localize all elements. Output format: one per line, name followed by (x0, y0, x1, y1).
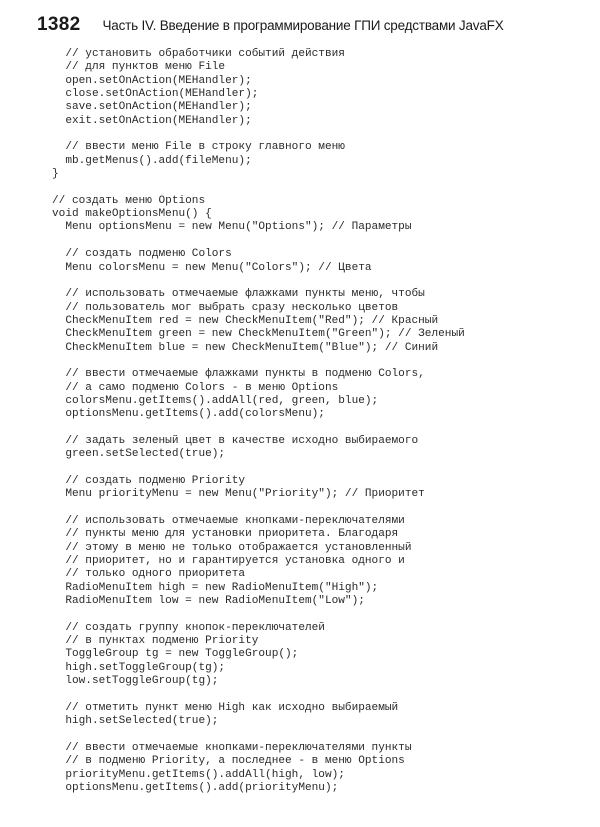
code-line: CheckMenuItem green = new CheckMenuItem("Green"); // Зеленый (52, 328, 465, 341)
page-header (37, 14, 504, 36)
code-line: // создать группу кнопок-переключателей (52, 621, 325, 634)
code-line (52, 235, 465, 248)
code-line: high.setSelected(true); (52, 715, 219, 728)
code-line: // создать меню Options (52, 194, 206, 207)
code-line: priorityMenu.getItems().addAll(high, low); (52, 768, 345, 781)
code-line: // этому в меню не только отображается установленный (52, 541, 412, 554)
code-line: RadioMenuItem high = new RadioMenuItem("High"); (52, 581, 379, 594)
code-line: // ввести меню File в строку главного меню (52, 141, 345, 154)
code-line: // использовать отмечаемые флажками пункты меню, чтобы (52, 288, 425, 301)
code-line: open.setOnAction(MEHandler); (52, 74, 252, 87)
code-line: CheckMenuItem blue = new CheckMenuItem("Blue"); // Синий (52, 341, 439, 354)
code-line (52, 128, 465, 141)
code-line: Menu optionsMenu = new Menu("Options"); // Параметры (52, 221, 412, 234)
code-line: // установить обработчики событий действия (52, 48, 345, 60)
code-line: Menu priorityMenu = new Menu("Priority"); // Приоритет (52, 488, 425, 501)
code-line: optionsMenu.getItems().add(priorityMenu); (52, 781, 339, 794)
code-line: CheckMenuItem red = new CheckMenuItem("Red"); // Красный (52, 314, 439, 327)
code-line (52, 181, 465, 194)
code-line: // для пунктов меню File (52, 61, 226, 74)
code-line: // отметить пункт меню High как исходно выбираемый (52, 701, 399, 714)
code-line (52, 689, 465, 702)
code-line: // в подменю Priority, а последнее - в меню Options (52, 755, 405, 768)
code-line: optionsMenu.getItems().add(colorsMenu); (52, 408, 325, 421)
code-line: save.setOnAction(MEHandler); (52, 101, 252, 114)
code-line: close.setOnAction(MEHandler); (52, 88, 259, 101)
code-line (52, 462, 465, 475)
code-line (52, 422, 465, 435)
code-line: // задать зеленый цвет в качестве исходно выбираемого (52, 434, 419, 447)
code-line: // в пунктах подменю Priority (52, 635, 259, 648)
code-line (52, 502, 465, 515)
code-line: } (52, 168, 59, 181)
code-line: // пункты меню для установки приоритета. Благодаря (52, 528, 399, 541)
code-line: // а само подменю Colors - в меню Options (52, 381, 339, 394)
code-line: RadioMenuItem low = new RadioMenuItem("Low"); (52, 595, 365, 608)
code-line: ToggleGroup tg = new ToggleGroup(); (52, 648, 299, 661)
code-line: Menu colorsMenu = new Menu("Colors"); // Цвета (52, 261, 372, 274)
code-line: // пользователь мог выбрать сразу несколько цветов (52, 301, 399, 314)
code-line: // только одного приоритета (52, 568, 246, 581)
code-line: // приоритет, но и гарантируется установка одного и (52, 555, 405, 568)
code-line (52, 729, 465, 742)
code-line: exit.setOnAction(MEHandler); (52, 114, 252, 127)
code-line: // ввести отмечаемые флажками пункты в подменю Colors, (52, 368, 425, 381)
code-line: low.setToggleGroup(tg); (52, 675, 219, 688)
code-line: // создать подменю Priority (52, 475, 246, 487)
running-title: Часть IV. Введение в программирование ГПИ средствами JavaFX (102, 18, 504, 33)
code-line: // создать подменю Colors (52, 248, 232, 261)
code-line: // ввести отмечаемые кнопками-переключателями пункты (52, 741, 412, 754)
code-line: mb.getMenus().add(fileMenu); (52, 154, 252, 167)
code-line: green.setSelected(true); (52, 448, 226, 461)
code-listing (52, 48, 465, 795)
code-line (52, 275, 465, 288)
code-line: // использовать отмечаемые кнопками-переключателями (52, 515, 405, 528)
code-line: high.setToggleGroup(tg); (52, 661, 226, 674)
code-line: colorsMenu.getItems().addAll(red, green, blue); (52, 394, 379, 407)
code-line: void makeOptionsMenu() { (52, 208, 212, 221)
code-line (52, 355, 465, 368)
code-line (52, 608, 465, 621)
page-number: 1382 (37, 14, 81, 35)
